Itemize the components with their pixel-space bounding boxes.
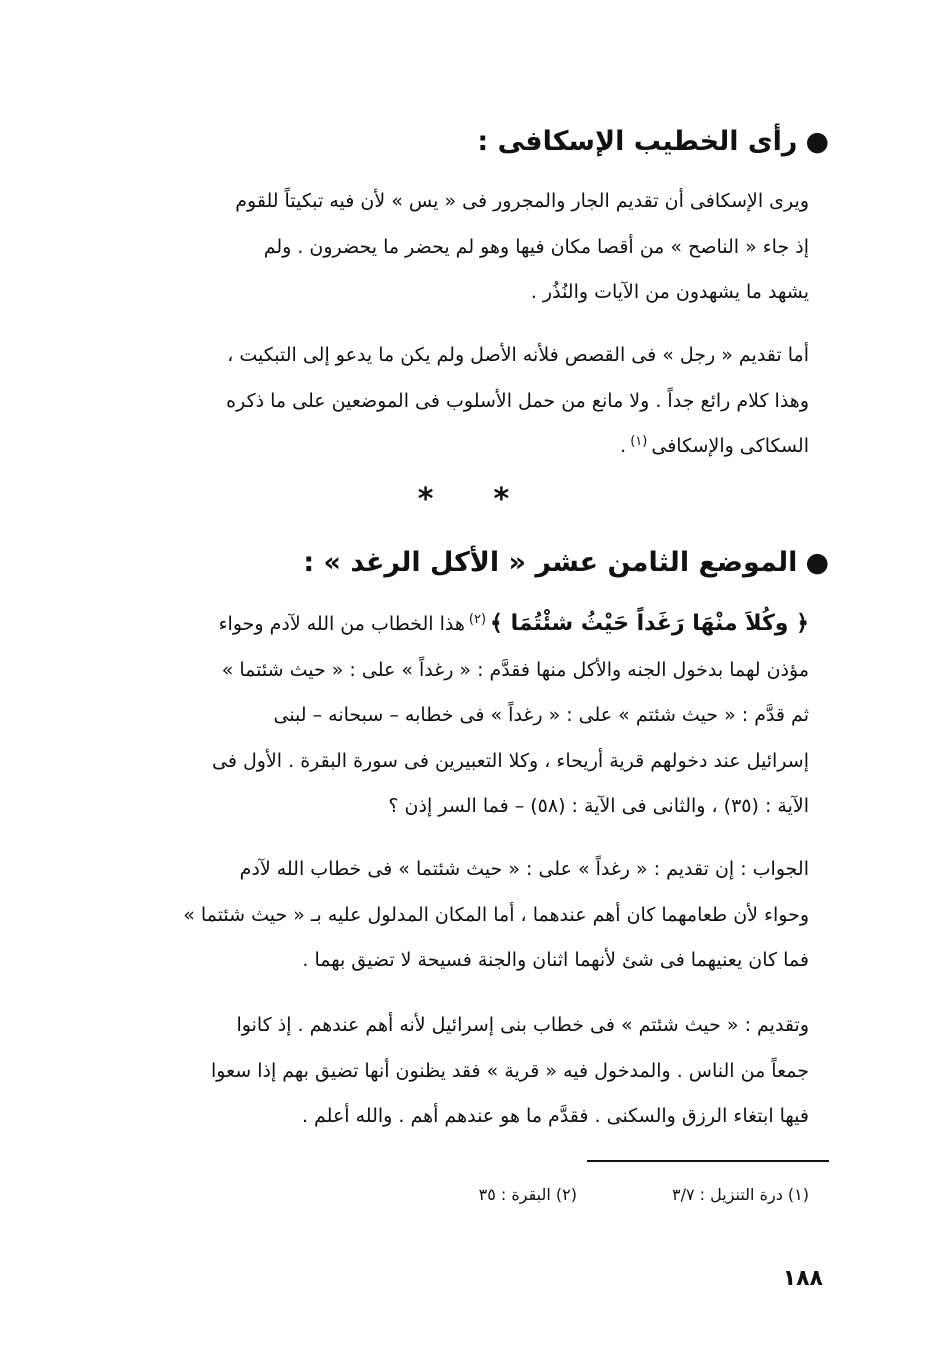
section-heading-eighteenth (303, 543, 829, 583)
text-line: يشهد ما يشهدون من الآيات والنُذُر . (530, 281, 809, 303)
paragraph-answer (112, 847, 829, 984)
text-fragment: هذا الخطاب من الله لآدم وحواء (218, 613, 465, 635)
text-line: مؤذن لهما بدخول الجنه والأكل منها فقدَّم : « رغداً » على : « حيث شئتما » (221, 658, 809, 681)
section-heading-iskafi (477, 122, 829, 162)
heading-text: رأى الخطيب الإسكافى : (477, 126, 798, 157)
paragraph-bani-israil (112, 1003, 829, 1140)
text-line: ويرى الإسكافى أن تقديم الجار والمجرور فى « يس » لأن فيه تبكيتاً للقوم (235, 190, 809, 212)
text-line: وهذا كلام رائع جداً . ولا مانع من حمل الأسلوب فى الموضعين على ما ذكره (226, 389, 809, 412)
quran-verse: ﴿ وكُلاَ منْهَا رَغَداً حَيْثُ شئْتُمَا ﴾ (490, 611, 809, 636)
text-fragment: السكاكى والإسكافى (651, 435, 809, 457)
text-line: إذ جاء « الناصح » من أقصا مكان فيها وهو لم يحضر ما يحضرون . ولم (263, 235, 809, 258)
star-icon: * (493, 482, 510, 517)
footnote-divider (587, 1160, 829, 1162)
text-line: إسرائيل عند دخولهم قرية أريحاء ، وكلا التعبيرين فى سورة البقرة . الأول فى (212, 749, 809, 772)
page-number: ١٨٨ (782, 1266, 823, 1291)
footnote-ref-1: (١) (630, 433, 648, 449)
text-line: ثم قدَّم : « حيث شئتم » على : « رغداً » فى خطابه – سبحانه – لبنى (273, 704, 809, 726)
text-line: الجواب : إن تقديم : « رغداً » على : « حيث شئتما » فى خطاب الله لآدم (239, 858, 809, 880)
heading-text: الموضع الثامن عشر « الأكل الرغد » : (303, 547, 798, 578)
text-line (112, 601, 829, 648)
bullet-icon: ● (805, 547, 829, 578)
text-fragment: . (620, 435, 627, 457)
paragraph-iskafi-view (112, 179, 829, 316)
paragraph-qasas (112, 333, 829, 470)
footnote-ref-2: (٢) (468, 611, 487, 627)
text-line: جمعاً من الناس . والمدخول فيه « قرية » فقد يظنون أنها تضيق بهم إذا سعوا (211, 1059, 809, 1082)
text-line: وتقديم : « حيث شئتم » فى خطاب بنى إسرائيل لأنه أهم عندهم . إذ كانوا (236, 1014, 809, 1036)
text-line: فما كان يعنيهما فى شئ لأنهما اثنان والجنة فسيحة لا تضيق بهما . (302, 949, 809, 971)
text-line: وحواء لأن طعامهما كان أهم عندهما ، أما المكان المدلول عليه بـ « حيث شئتما » (183, 903, 809, 926)
text-line: فيها ابتغاء الرزق والسكنى . فقدَّم ما هو عندهم أهم . والله أعلم . (301, 1105, 809, 1127)
footnote-2: (٢) البقرة : ٣٥ (478, 1185, 577, 1204)
bullet-icon: ● (805, 126, 829, 157)
text-line: الآية : (٣٥) ، والثانى فى الآية : (٥٨) – فما السر إذن ؟ (388, 795, 809, 817)
footnote-1: (١) درة التنزيل : ٣/٧ (671, 1185, 809, 1204)
paragraph-quran-verse (112, 601, 829, 830)
section-separator (0, 482, 927, 517)
text-line (112, 424, 829, 470)
footnotes (479, 1182, 809, 1208)
star-icon: * (417, 482, 434, 517)
text-line: أما تقديم « رجل » فى القصص فلأنه الأصل ولم يكن ما يدعو إلى التبكيت ، (227, 344, 809, 366)
